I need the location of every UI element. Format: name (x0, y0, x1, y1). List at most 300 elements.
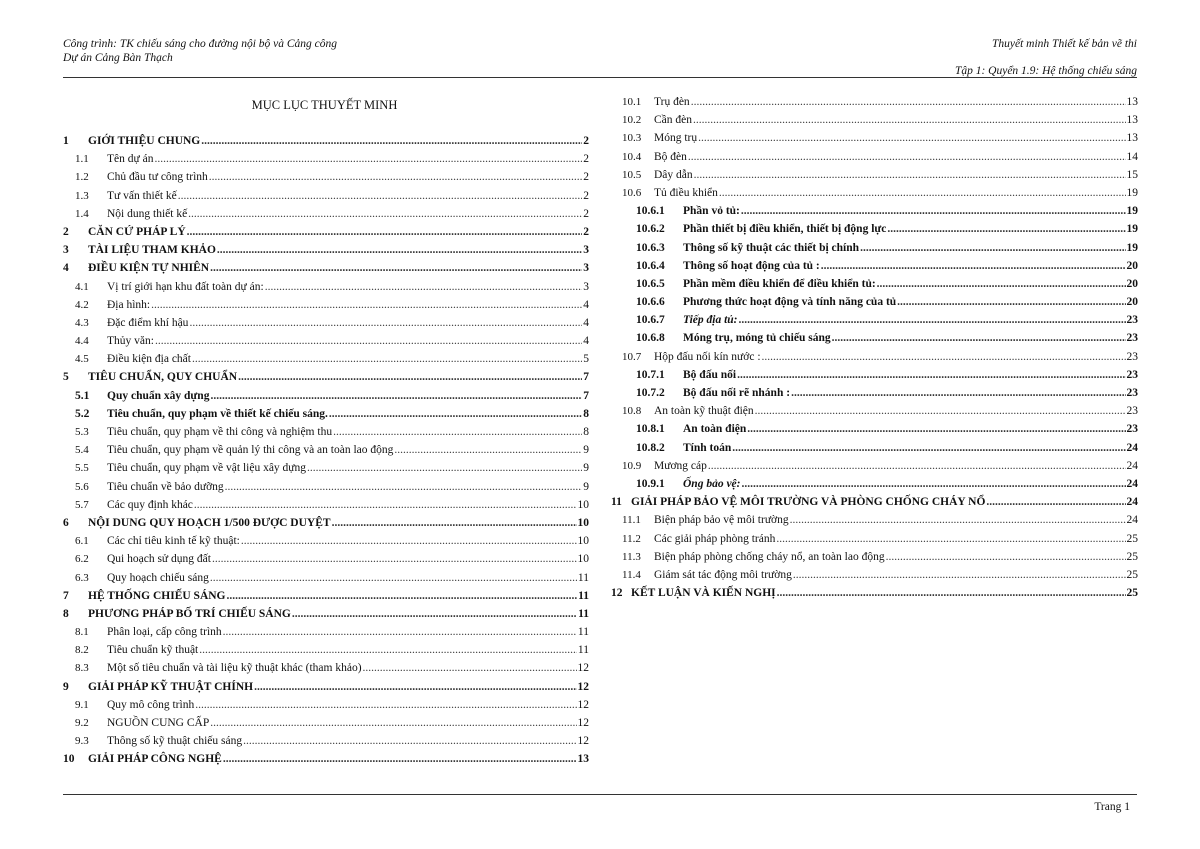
toc-entry-label: Một số tiêu chuẩn và tài liệu kỹ thuật khác (tham khảo) (107, 662, 362, 675)
toc-entry-page: 3 (583, 262, 589, 275)
toc-entry-number: 10.9 (622, 459, 642, 472)
toc-entry-number: 9.1 (75, 698, 89, 711)
toc-entry[interactable] (63, 262, 589, 280)
toc-entry[interactable] (63, 626, 589, 644)
toc-entry[interactable] (63, 390, 589, 408)
toc-entry-label: Tiêu chuẩn về bảo dưỡng (107, 480, 224, 493)
toc-entry[interactable] (611, 223, 1138, 241)
toc-entry-number: 8.2 (75, 644, 89, 657)
toc-entry-label: Địa hình: (107, 298, 151, 311)
toc-entry-page: 25 (1126, 532, 1138, 545)
toc-entry[interactable] (611, 405, 1138, 423)
toc-entry-page: 9 (583, 462, 589, 475)
toc-entry-page: 2 (583, 153, 589, 166)
toc-entry-label: Tủ điều khiển (654, 186, 718, 199)
toc-entry[interactable] (611, 551, 1138, 569)
toc-entry[interactable] (611, 369, 1138, 387)
toc-entry-label: Tên dự án (107, 153, 154, 166)
toc-dot-leader (821, 260, 1126, 272)
toc-entry[interactable] (611, 96, 1138, 114)
toc-entry-page: 5 (583, 353, 589, 366)
toc-entry[interactable] (63, 753, 589, 771)
toc-entry-label: Chủ đầu tư công trình (107, 171, 208, 184)
toc-entry-number: 10.6.6 (636, 296, 665, 309)
toc-dot-leader (210, 390, 582, 402)
header-doc-type: Thuyết minh Thiết kế bản vẽ thi (992, 38, 1137, 50)
toc-dot-leader (238, 371, 582, 383)
toc-dot-leader (188, 208, 582, 220)
toc-dot-leader (210, 572, 577, 584)
toc-entry-label: Bộ đấu nối rẽ nhánh : (683, 387, 791, 399)
toc-entry-label: GIẢI PHÁP CÔNG NGHỆ (88, 753, 222, 766)
toc-entry-page: 13 (577, 753, 589, 766)
toc-entry-label: Móng trụ, móng tủ chiếu sáng (683, 332, 831, 345)
toc-dot-leader (691, 96, 1126, 108)
toc-entry-label: HỆ THỐNG CHIẾU SÁNG (88, 589, 226, 602)
toc-entry[interactable] (611, 387, 1138, 405)
toc-entry-number: 5.6 (75, 480, 89, 493)
toc-entry-number: 2 (63, 225, 69, 238)
toc-dot-leader (187, 226, 583, 238)
toc-entry[interactable] (63, 662, 589, 680)
toc-entry-page: 24 (1126, 459, 1138, 472)
toc-entry-label: Phần mềm điều khiển để điều khiển tủ: (683, 277, 876, 290)
toc-entry-number: 8.3 (75, 662, 89, 675)
toc-entry-number: 11.2 (622, 532, 641, 545)
toc-entry-number: 1.3 (75, 189, 89, 202)
toc-entry[interactable] (63, 590, 589, 608)
toc-dot-leader (332, 517, 577, 529)
toc-entry-page: 24 (1126, 477, 1138, 490)
toc-entry-label: TÀI LIỆU THAM KHẢO (88, 244, 216, 257)
toc-entry[interactable] (63, 735, 589, 753)
toc-entry-number: 10.7.1 (636, 368, 665, 381)
toc-dot-leader (192, 353, 582, 365)
toc-entry-number: 10.3 (622, 132, 642, 145)
toc-entry[interactable] (63, 244, 589, 262)
toc-entry-page: 20 (1126, 296, 1138, 309)
toc-entry-page: 20 (1126, 277, 1138, 290)
toc-entry[interactable] (611, 514, 1138, 532)
toc-dot-leader (363, 662, 577, 674)
toc-entry-label: CĂN CỨ PHÁP LÝ (88, 225, 186, 238)
toc-dot-leader (189, 317, 582, 329)
toc-entry[interactable] (63, 353, 589, 371)
toc-entry[interactable] (611, 278, 1138, 296)
toc-entry-label: Trụ đèn (654, 96, 690, 108)
toc-entry[interactable] (611, 260, 1138, 278)
toc-entry-number: 10.6.8 (636, 332, 665, 345)
toc-entry[interactable] (63, 190, 589, 208)
toc-entry[interactable] (611, 169, 1138, 187)
toc-entry-number: 4.2 (75, 298, 89, 311)
toc-dot-leader (791, 387, 1125, 399)
toc-dot-leader (737, 369, 1125, 381)
toc-entry-number: 5.7 (75, 498, 89, 511)
toc-entry[interactable] (63, 408, 589, 426)
toc-entry-page: 19 (1126, 205, 1138, 218)
toc-entry-number: 4.5 (75, 353, 89, 366)
toc-entry-number: 9.3 (75, 735, 89, 748)
toc-dot-leader (693, 114, 1125, 126)
toc-dot-leader (151, 299, 582, 311)
toc-entry-page: 19 (1126, 241, 1138, 254)
toc-entry-label: Thông số hoạt động của tủ : (683, 259, 820, 272)
toc-entry-label: Móng trụ (654, 132, 698, 145)
toc-dot-leader (194, 499, 577, 511)
toc-entry-label: Quy mô công trình (107, 698, 195, 711)
toc-dot-leader (333, 426, 582, 438)
toc-entry-page: 4 (583, 298, 589, 311)
toc-entry-page: 13 (1126, 96, 1138, 108)
toc-entry-label: Bộ đèn (654, 150, 687, 163)
toc-entry-page: 11 (578, 589, 589, 602)
toc-entry-number: 4.1 (75, 280, 89, 293)
toc-entry[interactable] (611, 332, 1138, 350)
toc-entry-number: 9.2 (75, 717, 89, 729)
toc-entry-page: 11 (578, 607, 589, 620)
toc-entry[interactable] (63, 135, 589, 153)
toc-entry-label: Nội dung thiết kế (107, 207, 188, 220)
toc-entry-label: Dây dẫn (654, 168, 693, 181)
toc-entry-label: KẾT LUẬN VÀ KIẾN NGHỊ (631, 587, 776, 600)
toc-entry[interactable] (611, 351, 1138, 369)
toc-dot-leader (755, 405, 1126, 417)
toc-entry-number: 10.6 (622, 186, 642, 199)
toc-entry[interactable] (611, 187, 1138, 205)
toc-entry[interactable] (611, 423, 1138, 441)
toc-entry-label: Biện pháp bảo vệ môi trường (654, 514, 789, 527)
toc-dot-leader (719, 187, 1126, 199)
toc-entry[interactable] (611, 442, 1138, 460)
toc-dot-leader (201, 135, 582, 147)
toc-dot-leader (739, 314, 1126, 326)
toc-entry-page: 23 (1126, 314, 1138, 327)
toc-entry[interactable] (611, 460, 1138, 478)
toc-entry[interactable] (611, 132, 1138, 150)
toc-entry-page: 20 (1126, 259, 1138, 272)
toc-dot-leader (887, 223, 1125, 235)
toc-dot-leader (329, 408, 582, 420)
toc-entry-page: 23 (1126, 368, 1138, 381)
toc-dot-leader (307, 462, 582, 474)
toc-entry[interactable] (611, 205, 1138, 223)
toc-entry-label: Tính toán (683, 441, 732, 454)
toc-entry[interactable] (63, 462, 589, 480)
toc-entry-page: 7 (583, 371, 589, 384)
toc-entry-number: 5.4 (75, 444, 89, 457)
toc-entry[interactable] (63, 171, 589, 189)
toc-entry-page: 2 (583, 225, 589, 238)
toc-entry-number: 3 (63, 244, 69, 257)
toc-entry-page: 10 (577, 498, 589, 511)
toc-entry-page: 2 (583, 207, 589, 220)
toc-entry[interactable] (63, 226, 589, 244)
toc-entry-number: 10.8.2 (636, 441, 665, 454)
toc-dot-leader (777, 587, 1126, 599)
toc-entry[interactable] (63, 444, 589, 462)
toc-entry-label: Đặc điểm khí hậu (107, 316, 189, 329)
toc-entry[interactable] (611, 242, 1138, 260)
toc-dot-leader (209, 171, 582, 183)
toc-dot-leader (747, 423, 1125, 435)
toc-entry-page: 25 (1126, 568, 1138, 581)
toc-dot-leader (708, 460, 1126, 472)
toc-entry-label: Cần đèn (654, 114, 693, 127)
toc-entry-number: 10.6.2 (636, 223, 665, 236)
toc-entry-page: 3 (583, 280, 589, 293)
toc-entry-number: 10.9.1 (636, 477, 665, 490)
toc-dot-leader (860, 242, 1125, 254)
toc-entry-label: Quy chuẩn xây dựng (107, 389, 210, 402)
toc-entry[interactable] (63, 717, 589, 735)
toc-entry-label: Điều kiện địa chất (107, 353, 191, 366)
toc-entry-label: Vị trí giới hạn khu đất toàn dự án: (107, 280, 264, 293)
toc-entry[interactable] (63, 317, 589, 335)
toc-dot-leader (986, 496, 1125, 508)
toc-entry-page: 13 (1126, 132, 1138, 145)
toc-entry[interactable] (611, 478, 1138, 496)
toc-dot-leader (742, 478, 1126, 490)
toc-dot-leader (223, 753, 577, 765)
toc-entry-label: NỘI DUNG QUY HOẠCH 1/500 ĐƯỢC DUYỆT (88, 516, 331, 529)
toc-entry-label: Tư vấn thiết kế (107, 189, 177, 202)
toc-entry-label: Giám sát tác động môi trường (654, 568, 792, 581)
toc-entry-label: NGUỒN CUNG CẤP (107, 717, 210, 729)
toc-entry[interactable] (63, 335, 589, 353)
toc-entry-number: 11.4 (622, 568, 641, 581)
toc-entry[interactable] (611, 496, 1138, 514)
toc-dot-leader (217, 244, 582, 256)
page-title: MỤC LỤC THUYẾT MINH (251, 98, 398, 112)
toc-entry-page: 10 (577, 516, 589, 529)
toc-entry[interactable] (63, 535, 589, 553)
toc-dot-leader (223, 626, 577, 638)
toc-entry-label: Tiêu chuẩn, quy phạm về vật liệu xây dựng (107, 462, 307, 475)
toc-entry-page: 9 (583, 480, 589, 493)
toc-entry-page: 23 (1126, 332, 1138, 345)
toc-entry[interactable] (63, 553, 589, 571)
toc-entry-number: 10.7 (622, 350, 642, 363)
toc-entry-label: Tiêu chuẩn kỹ thuật (107, 644, 199, 657)
toc-entry-label: Thông số kỹ thuật chiếu sáng (107, 735, 243, 748)
toc-entry-label: Các quy định khác (107, 498, 193, 511)
toc-entry-number: 10.4 (622, 150, 642, 163)
toc-entry-page: 11 (577, 644, 589, 657)
toc-entry-page: 2 (583, 135, 589, 147)
toc-entry-number: 6.1 (75, 535, 89, 548)
toc-dot-leader (212, 553, 577, 565)
toc-entry[interactable] (63, 699, 589, 717)
toc-entry-number: 7 (63, 589, 69, 602)
toc-entry[interactable] (63, 572, 589, 590)
toc-entry-page: 25 (1126, 550, 1138, 563)
toc-entry[interactable] (611, 569, 1138, 587)
toc-entry[interactable] (611, 296, 1138, 314)
toc-entry[interactable] (63, 499, 589, 517)
toc-entry-number: 12 (611, 587, 623, 600)
toc-entry-page: 12 (577, 698, 589, 711)
header-divider (63, 77, 1137, 78)
toc-entry-page: 2 (583, 171, 589, 184)
toc-entry[interactable] (63, 281, 589, 299)
toc-dot-leader (195, 699, 576, 711)
toc-entry-number: 5.5 (75, 462, 89, 475)
toc-entry[interactable] (63, 153, 589, 171)
toc-entry-number: 11.1 (622, 514, 641, 527)
toc-left-column (63, 135, 589, 772)
toc-entry-label: Phân loại, cấp công trình (107, 626, 222, 639)
toc-dot-leader (241, 535, 577, 547)
toc-entry-label: Tiêu chuẩn, quy phạm về thi công và nghiệm thu (107, 426, 333, 438)
footer-divider (63, 794, 1137, 795)
toc-entry[interactable] (63, 371, 589, 389)
toc-dot-leader (292, 608, 577, 620)
toc-entry-number: 1 (63, 135, 69, 147)
toc-entry-page: 10 (577, 553, 589, 566)
toc-entry[interactable] (63, 608, 589, 626)
toc-entry[interactable] (611, 587, 1138, 605)
toc-entry-label: Tiêu chuẩn, quy phạm về thiết kế chiếu sáng. (107, 407, 328, 420)
toc-dot-leader (762, 351, 1126, 363)
toc-entry-number: 1.1 (75, 153, 89, 166)
toc-dot-leader (886, 551, 1126, 563)
toc-entry-number: 5 (63, 371, 69, 384)
toc-entry-number: 10.6.3 (636, 241, 665, 254)
header-volume: Tập 1: Quyển 1.9: Hệ thống chiếu sáng (954, 65, 1137, 77)
toc-dot-leader (155, 335, 582, 347)
toc-entry-page: 14 (1126, 150, 1138, 163)
toc-dot-leader (698, 132, 1125, 144)
toc-entry[interactable] (611, 314, 1138, 332)
toc-entry-label: Các chỉ tiêu kinh tế kỹ thuật: (107, 535, 240, 548)
toc-entry-label: Ống bảo vệ: (683, 477, 741, 490)
toc-entry-page: 23 (1126, 423, 1138, 436)
toc-entry[interactable] (611, 151, 1138, 169)
toc-dot-leader (877, 278, 1126, 290)
header-project-name: Dự án Cảng Bàn Thạch (63, 51, 173, 64)
toc-entry-number: 10.7.2 (636, 387, 665, 399)
toc-dot-leader (793, 569, 1126, 581)
header-project-line: Công trình: TK chiếu sáng cho đường nội bộ và Cảng công (63, 38, 338, 50)
toc-entry-label: GIẢI PHÁP KỸ THUẬT CHÍNH (88, 680, 254, 693)
toc-dot-leader (265, 281, 583, 293)
toc-entry-number: 11 (611, 496, 622, 509)
toc-entry-label: Phần vỏ tủ: (683, 205, 740, 218)
toc-entry-label: Hộp đấu nối kín nước : (654, 350, 761, 363)
toc-entry-number: 5.1 (75, 389, 90, 402)
toc-entry[interactable] (63, 644, 589, 662)
toc-entry-label: An toàn kỹ thuật điện (654, 405, 754, 418)
toc-entry-label: Qui hoạch sử dụng đất (107, 553, 211, 566)
toc-entry-label: GIỚI THIỆU CHUNG (88, 135, 201, 147)
toc-entry-number: 6 (63, 516, 69, 529)
toc-entry-label: Mương cáp (654, 459, 707, 472)
toc-entry-number: 1.2 (75, 171, 89, 184)
toc-dot-leader (199, 644, 577, 656)
toc-entry-label: Các giải pháp phòng tránh (654, 532, 776, 545)
toc-dot-leader (790, 514, 1126, 526)
toc-entry-number: 4.3 (75, 316, 89, 329)
toc-entry-label: Thông số kỹ thuật các thiết bị chính (683, 241, 860, 254)
toc-dot-leader (897, 296, 1125, 308)
toc-entry-number: 8 (63, 607, 69, 620)
toc-entry[interactable] (63, 426, 589, 444)
toc-entry-number: 10.6.7 (636, 314, 665, 327)
toc-entry-page: 19 (1126, 186, 1138, 199)
toc-entry[interactable] (63, 208, 589, 226)
toc-entry-label: GIẢI PHÁP BẢO VỆ MÔI TRƯỜNG VÀ PHÒNG CHỐNG CHÁY NỔ (631, 496, 986, 509)
page-header-right (717, 38, 1137, 79)
toc-entry[interactable] (63, 299, 589, 317)
toc-entry-number: 6.3 (75, 571, 89, 584)
toc-entry[interactable] (63, 517, 589, 535)
toc-entry-number: 10.2 (622, 114, 642, 127)
toc-entry-number: 10.6.5 (636, 277, 665, 290)
toc-entry-number: 6.2 (75, 553, 89, 566)
toc-entry-number: 5.3 (75, 426, 89, 438)
page-header-left (63, 38, 353, 65)
toc-entry-page: 4 (583, 316, 589, 329)
toc-entry[interactable] (611, 114, 1138, 132)
toc-dot-leader (741, 205, 1126, 217)
toc-entry[interactable] (63, 681, 589, 699)
toc-entry-number: 5.2 (75, 407, 90, 420)
toc-entry-number: 4.4 (75, 335, 89, 348)
toc-entry-page: 2 (583, 189, 589, 202)
toc-entry-page: 3 (583, 244, 589, 257)
toc-dot-leader (225, 481, 583, 493)
toc-entry-page: 8 (583, 426, 589, 438)
toc-entry-page: 24 (1126, 441, 1138, 454)
toc-entry-page: 23 (1126, 387, 1138, 399)
toc-dot-leader (832, 332, 1126, 344)
toc-entry-page: 24 (1126, 496, 1138, 509)
toc-entry-label: Thủy văn: (107, 335, 154, 348)
toc-dot-leader (694, 169, 1126, 181)
toc-entry[interactable] (611, 533, 1138, 551)
toc-entry-label: TIÊU CHUẨN, QUY CHUẨN (88, 371, 238, 384)
toc-entry-page: 8 (583, 407, 589, 420)
toc-entry-page: 24 (1126, 514, 1138, 527)
toc-entry-label: ĐIỀU KIỆN TỰ NHIÊN (88, 262, 210, 275)
toc-entry-page: 23 (1126, 350, 1138, 363)
toc-entry-page: 15 (1126, 168, 1138, 181)
toc-dot-leader (227, 590, 578, 602)
toc-entry-number: 10.6.4 (636, 259, 665, 272)
toc-entry-page: 13 (1126, 114, 1138, 127)
toc-entry-page: 12 (577, 680, 589, 693)
toc-dot-leader (243, 735, 576, 747)
toc-entry-number: 10.8 (622, 405, 642, 418)
toc-entry[interactable] (63, 481, 589, 499)
toc-dot-leader (688, 151, 1126, 163)
toc-entry-page: 19 (1126, 223, 1138, 236)
toc-entry-label: PHƯƠNG PHÁP BỐ TRÍ CHIẾU SÁNG (88, 607, 291, 620)
toc-entry-page: 12 (577, 717, 589, 729)
toc-entry-page: 11 (577, 626, 589, 639)
toc-entry-page: 9 (583, 444, 589, 457)
toc-entry-number: 10.8.1 (636, 423, 665, 436)
toc-entry-label: Tiêu chuẩn, quy phạm về quản lý thi công và an toàn lao động (107, 444, 394, 457)
toc-dot-leader (210, 262, 582, 274)
toc-dot-leader (178, 190, 582, 202)
page-number: Trang 1 (1094, 801, 1130, 813)
toc-entry-label: Phần thiết bị điều khiển, thiết bị động lực (683, 223, 887, 236)
toc-entry-number: 10.1 (622, 96, 642, 108)
toc-dot-leader (776, 533, 1125, 545)
toc-entry-label: Tiếp địa tủ: (683, 314, 738, 327)
